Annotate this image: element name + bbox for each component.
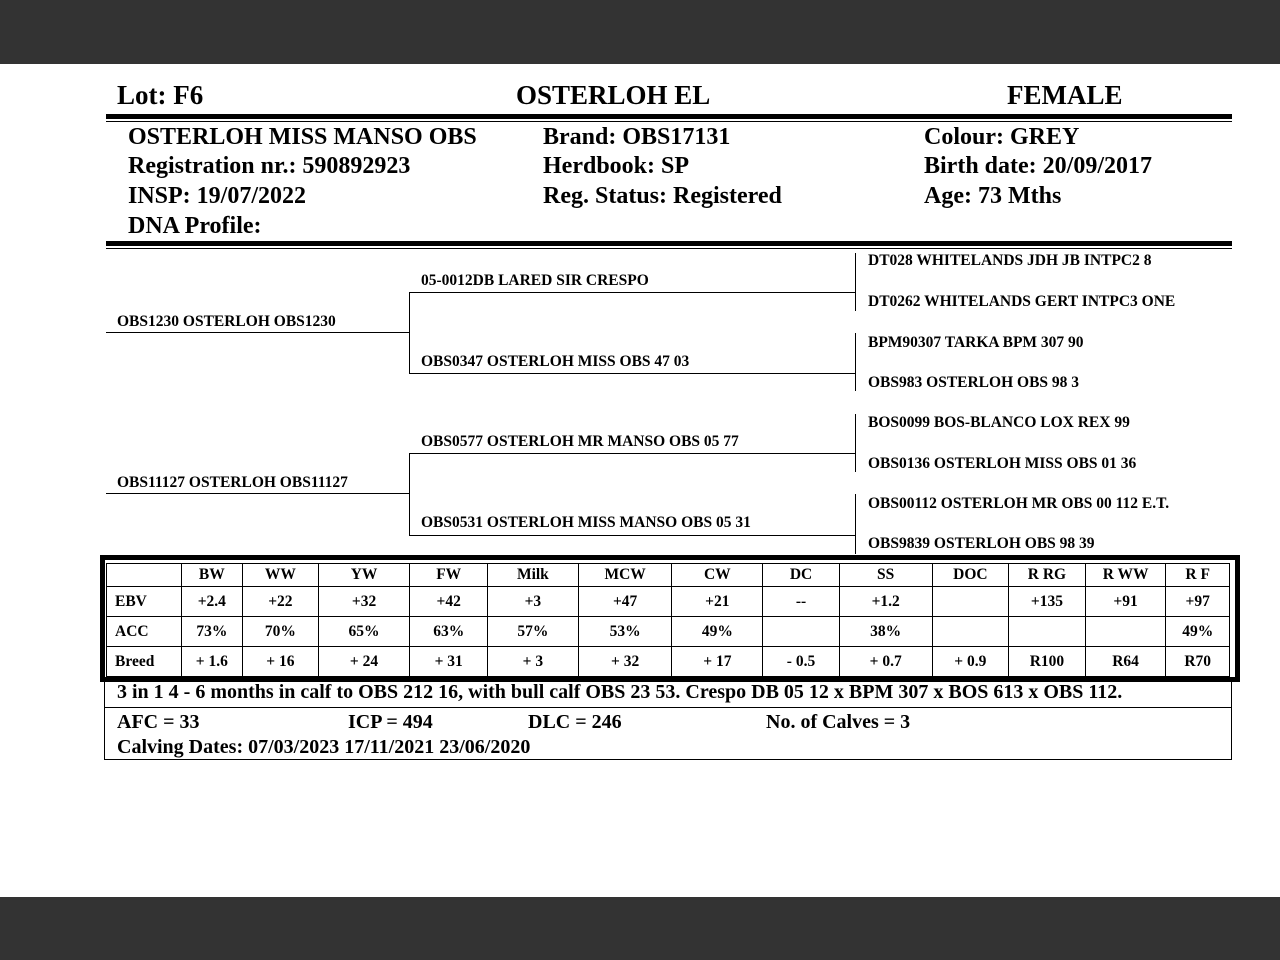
table-cell: +91 bbox=[1085, 587, 1166, 617]
table-cell: 73% bbox=[181, 617, 242, 647]
catalogue-page bbox=[0, 64, 1280, 897]
pedigree-sire-sire: 05-0012DB LARED SIR CRESPO bbox=[421, 272, 649, 289]
sex-label: FEMALE bbox=[1007, 80, 1123, 110]
ebv-header-cell: FW bbox=[410, 564, 488, 587]
ebv-header-row bbox=[107, 564, 1230, 587]
table-cell: 49% bbox=[1166, 617, 1230, 647]
pedigree-gg-4: OBS983 OSTERLOH OBS 98 3 bbox=[868, 374, 1080, 391]
sale-comment: 3 in 1 4 - 6 months in calf to OBS 212 16, with bull calf OBS 23 53. Crespo DB 05 12 x BPM 307 x BOS 613 x OBS 112. bbox=[117, 681, 1123, 703]
afc: AFC = 33 bbox=[117, 711, 200, 733]
calving-dates: Calving Dates: 07/03/2023 17/11/2021 23/06/2020 bbox=[117, 736, 531, 758]
dlc: DLC = 246 bbox=[528, 711, 622, 733]
table-cell bbox=[932, 587, 1009, 617]
pedigree-gg-5: BOS0099 BOS-BLANCO LOX REX 99 bbox=[868, 414, 1130, 431]
dna-profile: DNA Profile: bbox=[128, 213, 262, 239]
table-cell: +22 bbox=[243, 587, 319, 617]
lot-number: Lot: F6 bbox=[117, 80, 204, 110]
pedigree-gg-2: DT0262 WHITELANDS GERT INTPC3 ONE bbox=[868, 293, 1176, 310]
herd-name: OSTERLOH EL bbox=[516, 80, 711, 110]
table-cell: -- bbox=[763, 587, 840, 617]
table-cell: + 24 bbox=[318, 647, 410, 677]
table-cell: R64 bbox=[1085, 647, 1166, 677]
table-cell: + 0.9 bbox=[932, 647, 1009, 677]
herdbook: Herdbook: SP bbox=[543, 153, 690, 179]
ebv-header-cell: MCW bbox=[578, 564, 672, 587]
ebv-table bbox=[106, 563, 1230, 677]
ebv-header-cell: YW bbox=[318, 564, 410, 587]
table-cell: 53% bbox=[578, 617, 672, 647]
table-cell: +47 bbox=[578, 587, 672, 617]
table-cell: R100 bbox=[1009, 647, 1086, 677]
birth-date: Birth date: 20/09/2017 bbox=[924, 153, 1152, 179]
registration-status: Reg. Status: Registered bbox=[543, 183, 782, 209]
table-cell: - 0.5 bbox=[763, 647, 840, 677]
age: Age: 73 Mths bbox=[924, 183, 1062, 209]
animal-name: OSTERLOH MISS MANSO OBS bbox=[128, 124, 477, 150]
pedigree-sire: OBS1230 OSTERLOH OBS1230 bbox=[117, 313, 336, 330]
pedigree-gg-7: OBS00112 OSTERLOH MR OBS 00 112 E.T. bbox=[868, 495, 1170, 512]
table-cell: + 1.6 bbox=[181, 647, 242, 677]
table-cell: 65% bbox=[318, 617, 410, 647]
ebv-row bbox=[107, 587, 1230, 617]
acc-row bbox=[107, 617, 1230, 647]
table-cell bbox=[1085, 617, 1166, 647]
colour: Colour: GREY bbox=[924, 124, 1080, 150]
table-cell: 63% bbox=[410, 617, 488, 647]
table-cell: 57% bbox=[488, 617, 579, 647]
ebv-header-cell: WW bbox=[243, 564, 319, 587]
ebv-header-cell: R WW bbox=[1085, 564, 1166, 587]
ebv-header-cell: R F bbox=[1166, 564, 1230, 587]
info-rule-thin bbox=[106, 248, 1232, 249]
row-label: ACC bbox=[107, 617, 182, 647]
number-of-calves: No. of Calves = 3 bbox=[766, 711, 911, 733]
table-cell: 70% bbox=[243, 617, 319, 647]
table-cell: +32 bbox=[318, 587, 410, 617]
table-cell: +135 bbox=[1009, 587, 1086, 617]
table-cell: +2.4 bbox=[181, 587, 242, 617]
table-cell: + 17 bbox=[672, 647, 763, 677]
table-cell: + 31 bbox=[410, 647, 488, 677]
row-label: EBV bbox=[107, 587, 182, 617]
calving-box bbox=[104, 707, 1232, 760]
table-cell: +42 bbox=[410, 587, 488, 617]
brand: Brand: OBS17131 bbox=[543, 124, 731, 150]
table-cell bbox=[1009, 617, 1086, 647]
row-label: Breed bbox=[107, 647, 182, 677]
ebv-header-cell: R RG bbox=[1009, 564, 1086, 587]
ebv-header-cell: SS bbox=[839, 564, 932, 587]
ebv-header-cell: CW bbox=[672, 564, 763, 587]
pedigree-gg-1: DT028 WHITELANDS JDH JB INTPC2 8 bbox=[868, 252, 1152, 269]
pedigree-gg-8: OBS9839 OSTERLOH OBS 98 39 bbox=[868, 535, 1095, 552]
table-cell: +97 bbox=[1166, 587, 1230, 617]
table-cell: +1.2 bbox=[839, 587, 932, 617]
table-cell bbox=[932, 617, 1009, 647]
table-cell: +3 bbox=[488, 587, 579, 617]
header-rule-thick bbox=[106, 114, 1232, 119]
table-cell: + 3 bbox=[488, 647, 579, 677]
table-cell: + 0.7 bbox=[839, 647, 932, 677]
icp: ICP = 494 bbox=[348, 711, 433, 733]
ebv-header-cell: DC bbox=[763, 564, 840, 587]
pedigree-gg-6: OBS0136 OSTERLOH MISS OBS 01 36 bbox=[868, 455, 1137, 472]
pedigree-gg-3: BPM90307 TARKA BPM 307 90 bbox=[868, 334, 1084, 351]
table-cell: 49% bbox=[672, 617, 763, 647]
table-cell: R70 bbox=[1166, 647, 1230, 677]
registration-number: Registration nr.: 590892923 bbox=[128, 153, 411, 179]
pedigree-sire-dam: OBS0347 OSTERLOH MISS OBS 47 03 bbox=[421, 353, 690, 370]
pedigree-dam: OBS11127 OSTERLOH OBS11127 bbox=[117, 474, 348, 491]
pedigree-dam-sire: OBS0577 OSTERLOH MR MANSO OBS 05 77 bbox=[421, 433, 739, 450]
breed-row bbox=[107, 647, 1230, 677]
ebv-header-cell: DOC bbox=[932, 564, 1009, 587]
pedigree-dam-dam: OBS0531 OSTERLOH MISS MANSO OBS 05 31 bbox=[421, 514, 751, 531]
table-cell: 38% bbox=[839, 617, 932, 647]
inspection-date: INSP: 19/07/2022 bbox=[128, 183, 307, 209]
notes-box bbox=[104, 677, 1232, 708]
table-cell: + 16 bbox=[243, 647, 319, 677]
info-rule-thick bbox=[106, 241, 1232, 246]
table-cell bbox=[763, 617, 840, 647]
header-rule-thin bbox=[106, 121, 1232, 122]
table-cell: + 32 bbox=[578, 647, 672, 677]
ebv-header-cell bbox=[107, 564, 182, 587]
table-cell: +21 bbox=[672, 587, 763, 617]
ebv-header-cell: Milk bbox=[488, 564, 579, 587]
ebv-header-cell: BW bbox=[181, 564, 242, 587]
